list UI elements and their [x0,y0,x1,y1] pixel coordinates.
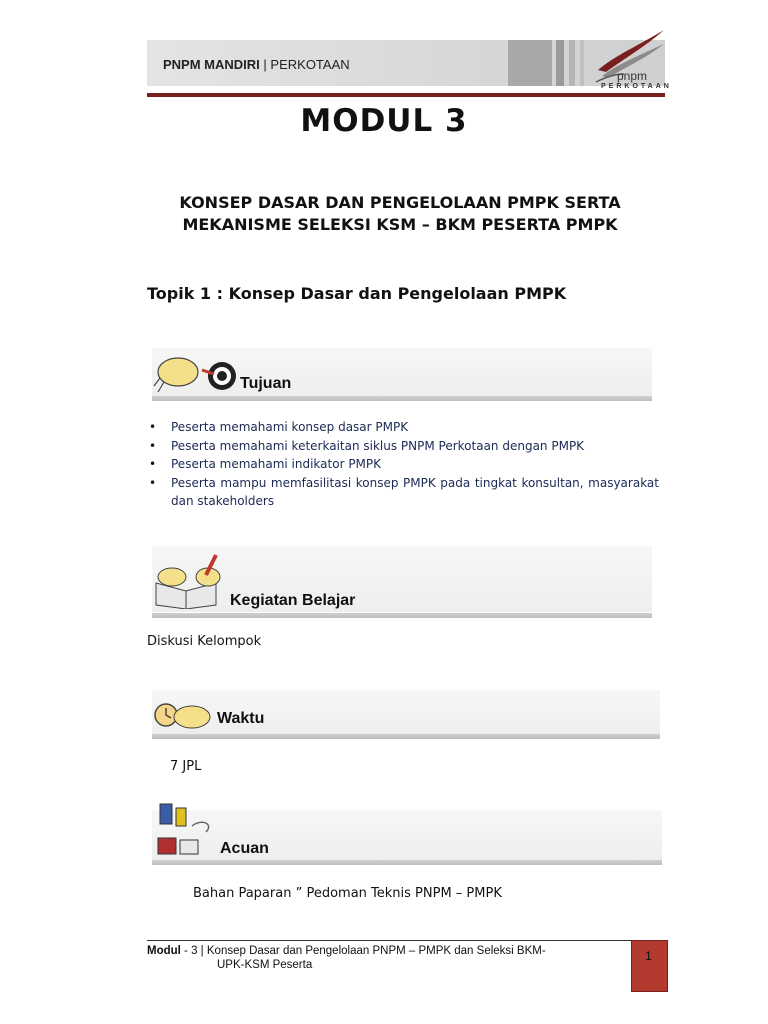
list-item: • Peserta memahami konsep dasar PMPK [147,418,659,437]
header-rule [147,93,665,97]
footer-modul-bold: Modul [147,945,181,957]
logo-text: pnpm [617,69,648,83]
waktu-content: 7 JPL [170,759,202,774]
goals-list [147,418,659,511]
topic-heading: Topik 1 : Konsep Dasar dan Pengelolaan PMPK [147,284,567,303]
brand-separator: | [263,57,267,72]
brand-bold: PNPM MANDIRI [163,57,260,72]
footer-line-1 [147,944,617,958]
footer-text [147,944,617,972]
kegiatan-label: Kegiatan Belajar [230,592,356,609]
header-stripe [556,40,564,86]
subtitle-line-2: MEKANISME SELEKSI KSM – BKM PESERTA PMPK [182,215,618,234]
books-icon [154,800,218,866]
header-stripe [569,40,575,86]
footer-modul-number: - 3 | [180,945,204,957]
header-brand [163,57,350,72]
footer-description-2: UPK-KSM Peserta [217,959,313,971]
tujuan-label: Tujuan [240,375,292,392]
footer-rule [147,940,632,941]
waktu-strip [152,734,660,739]
footer-description-1: Konsep Dasar dan Pengelolaan PNPM – PMPK dan Seleksi BKM- [206,945,546,957]
list-item: • Peserta mampu memfasilitasi konsep PMPK pada tingkat konsultan, masyarakat dan stakeholders [147,474,659,511]
acuan-content: Bahan Paparan ” Pedoman Teknis PNPM – PMPK [193,886,502,901]
book-pencil-icon [152,553,224,613]
header-stripe [580,40,584,86]
kegiatan-content: Diskusi Kelompok [147,634,262,649]
kegiatan-banner [152,546,652,612]
brand-rest: PERKOTAAN [270,57,350,72]
clock-icon [152,697,212,737]
subtitle-line-1: KONSEP DASAR DAN PENGELOLAAN PMPK SERTA [179,193,621,212]
page-number: 1 [645,949,652,963]
acuan-label: Acuan [220,840,269,857]
kegiatan-strip [152,613,652,618]
acuan-strip [152,860,662,865]
page-number-box [631,940,668,992]
module-title: MODUL 3 [300,103,468,139]
list-item: • Peserta memahami indikator PMPK [147,455,659,474]
module-subtitle [0,192,768,236]
list-item: • Peserta memahami keterkaitan siklus PNPM Perkotaan dengan PMPK [147,437,659,456]
header-stripe [508,40,552,86]
dart-target-icon [150,348,240,402]
waktu-label: Waktu [217,710,265,727]
footer-line-2 [147,958,617,972]
logo-subtext: PERKOTAAN [601,83,672,90]
